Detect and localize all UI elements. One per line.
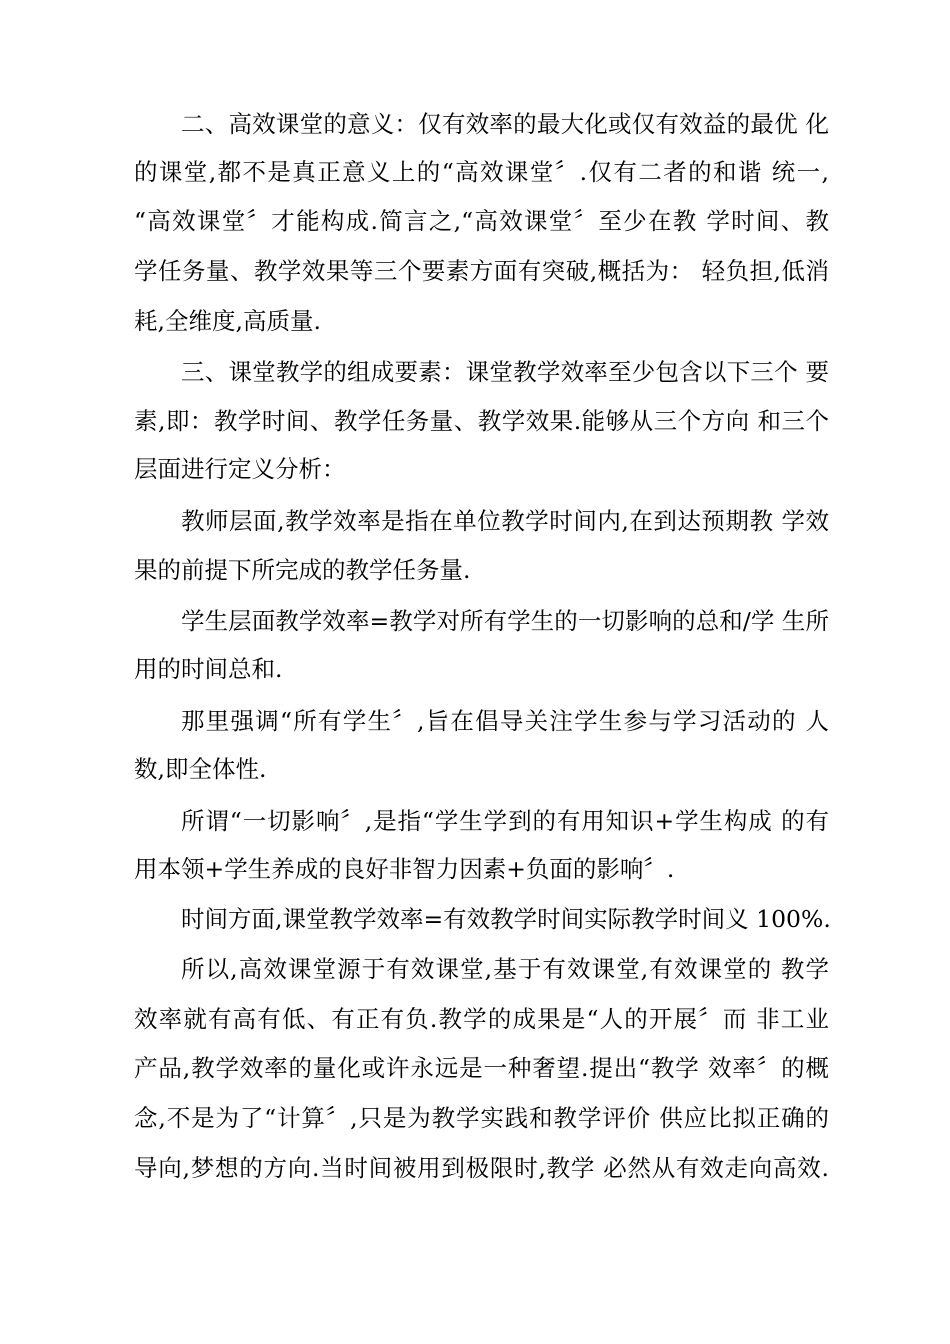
paragraph-4-line-2: 用的时间总和. (134, 655, 283, 683)
paragraph-2-line-2: 素,即：教学时间、教学任务量、教学效果.能够从三个方向 和三个 (134, 407, 829, 435)
paragraph-1-line-4: 学任务量、教学效果等三个要素方面有突破,概括为： 轻负担,低消 (134, 257, 829, 285)
paragraph-5-line-1: 那里强调“所有学生〞,旨在倡导关注学生参与学习活动的 人 (181, 707, 829, 735)
paragraph-8-line-3: 产品,教学效率的量化或许永远是一种奢望.提出“教学 效率〞的概 (134, 1054, 829, 1082)
paragraph-4-line-1: 学生层面教学效率=教学对所有学生的一切影响的总和/学 生所 (181, 607, 829, 635)
paragraph-8-line-1: 所以,高效课堂源于有效课堂,基于有效课堂,有效课堂的 教学 (181, 955, 829, 983)
paragraph-8-line-4: 念,不是为了“计算〞,只是为教学实践和教学评价 供应比拟正确的 (134, 1104, 829, 1132)
paragraph-1-line-5: 耗,全维度,高质量. (134, 307, 321, 335)
paragraph-3-line-1: 教师层面,教学效率是指在单位教学时间内,在到达预期教 学效 (181, 507, 829, 535)
paragraph-2-line-3: 层面进行定义分析： (134, 455, 346, 483)
paragraph-7-line-1: 时间方面,课堂教学效率=有效教学时间实际教学时间义 100%. (181, 905, 831, 933)
paragraph-8-line-5: 导向,梦想的方向.当时间被用到极限时,教学 必然从有效走向高效. (134, 1154, 829, 1182)
paragraph-1-line-2: 的课堂,都不是真正意义上的“高效课堂〞.仅有二者的和谐 统一, (134, 158, 829, 186)
paragraph-2-line-1: 三、课堂教学的组成要素：课堂教学效率至少包含以下三个 要 (181, 358, 829, 386)
paragraph-3-line-2: 果的前提下所完成的教学任务量. (134, 556, 471, 584)
paragraph-6-line-2: 用本领+学生养成的良好非智力因素+负面的影响〞. (134, 855, 675, 883)
paragraph-6-line-1: 所谓“一切影响〞,是指“学生学到的有用知识+学生构成 的有 (181, 807, 829, 835)
paragraph-5-line-2: 数,即全体性. (134, 755, 267, 783)
paragraph-1-line-1: 二、高效课堂的意义：仅有效率的最大化或仅有效益的最优 化 (181, 110, 829, 138)
paragraph-8-line-2: 效率就有高有低、有正有负.教学的成果是“人的开展〞而 非工业 (134, 1005, 829, 1033)
paragraph-1-line-3: “高效课堂〞才能构成.简言之,“高效课堂〞至少在教 学时间、教 (134, 207, 829, 235)
